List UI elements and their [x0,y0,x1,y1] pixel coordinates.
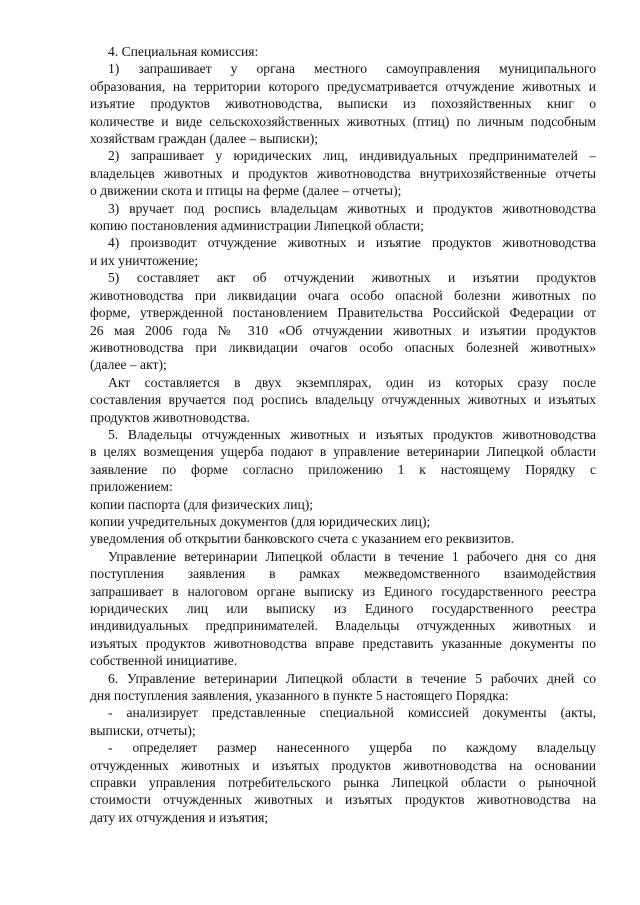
text-line: животноводства при ликвидации очагов особо опасных болезней животных» [90,339,596,355]
paragraph [90,704,596,739]
paragraph [90,234,596,269]
text-line: образования, на территории которого предусматривается отчуждение животных и [90,78,596,94]
paragraph [90,548,596,670]
paragraph [90,147,596,199]
text-line: 6. Управление ветеринарии Липецкой области в течение 5 рабочих дней со [108,670,596,686]
text-line: 1) запрашивает у органа местного самоуправления муниципального [108,61,596,77]
document-page [90,43,596,826]
text-line: владельцев животных и продуктов животноводства внутрихозяйственные отчеты [90,165,596,181]
text-line: индивидуальных предпринимателей. Владельцы отчужденных животных и [90,618,596,634]
text-line: Управление ветеринарии Липецкой области в течение 1 рабочего дня со дня [108,548,596,564]
text-line: дату их отчуждения и изъятия; [90,809,269,825]
text-line: копию постановления администрации Липецкой области; [90,218,424,234]
text-line: и их уничтожение; [90,252,199,268]
paragraph [90,200,596,235]
text-line: 4) производит отчуждение животных и изъятие продуктов животноводства [108,235,596,251]
paragraph [90,60,596,147]
text-line: приложением: [90,479,173,495]
paragraph [90,374,596,426]
text-line: стоимости отчужденных животных и изъятых продуктов животноводства на [90,792,596,808]
text-line: юридических лиц или выписку из Единого государственного реестра [90,601,596,616]
text-line: - определяет размер нанесенного ущерба по каждому владельцу [108,740,596,756]
text-line: составления вручается под роспись владельцу отчужденных животных и изъятых [90,392,596,408]
paragraph [90,739,596,826]
text-line: продуктов животноводства. [90,409,250,425]
text-line: 5) составляет акт об отчуждении животных и изъятии продуктов [108,270,596,286]
text-line: копии паспорта (для физических лиц); [90,496,314,512]
text-line: 5. Владельцы отчужденных животных и изъятых продуктов животноводства [108,426,596,442]
paragraph [90,426,596,496]
text-line: животноводства при ликвидации очага особо опасной болезни животных по [90,287,596,303]
paragraph [90,269,596,373]
text-line: - анализирует представленные специальной комиссией документы (акты, [108,705,596,721]
text-line: количестве и виде сельскохозяйственных животных (птиц) по личным подсобным [90,113,596,129]
text-line: 2) запрашивает у юридических лиц, индивидуальных предпринимателей – [108,148,596,164]
text-line: дня поступления заявления, указанного в пункте 5 настоящего Порядка: [90,688,509,704]
paragraph [90,513,596,530]
text-line: изъятие продуктов животноводства, выписки из похозяйственных книг о [90,96,596,112]
text-line: форме, утвержденной постановлением Правительства Российской Федерации от [90,305,596,321]
text-line: поступления заявления в рамках межведомственного взаимодействия [90,566,596,582]
paragraph [90,530,596,547]
section-heading: 4. Специальная комиссия: [108,44,259,59]
text-line: выписки, отчеты); [90,722,196,738]
text-line: 3) вручает под роспись владельцам животных и продуктов животноводства [108,200,596,216]
text-line: (далее – акт); [90,357,167,373]
text-line: 26 мая 2006 года № 310 «Об отчуждении животных и изъятии продуктов [90,322,596,338]
paragraph [90,670,596,705]
text-line: в целях возмещения ущерба подают в управление ветеринарии Липецкой области [90,444,596,460]
document-body [90,60,596,826]
text-line: собственной инициативе. [90,653,238,669]
text-line: Акт составляется в двух экземплярах, один из которых сразу после [108,374,596,390]
text-line: уведомления об открытии банковского счета с указанием его реквизитов. [90,531,515,547]
text-line: запрашивает в налоговом органе выписку из Единого государственного реестра [90,583,596,599]
text-line: изъятых продуктов животноводства вправе представить указанные документы по [90,635,596,651]
text-line: о движении скота и птицы на ферме (далее – отчеты); [90,183,402,199]
text-line: отчужденных животных и изъятых продуктов животноводства на основании [90,757,596,773]
text-line: заявление по форме согласно приложению 1 к настоящему Порядку с [90,461,596,477]
paragraph [90,496,596,513]
text-line: справки управления потребительского рынка Липецкой области о рыночной [90,775,596,791]
text-line: хозяйствам граждан (далее – выписки); [90,131,319,147]
text-line: копии учредительных документов (для юридических лиц); [90,513,431,529]
